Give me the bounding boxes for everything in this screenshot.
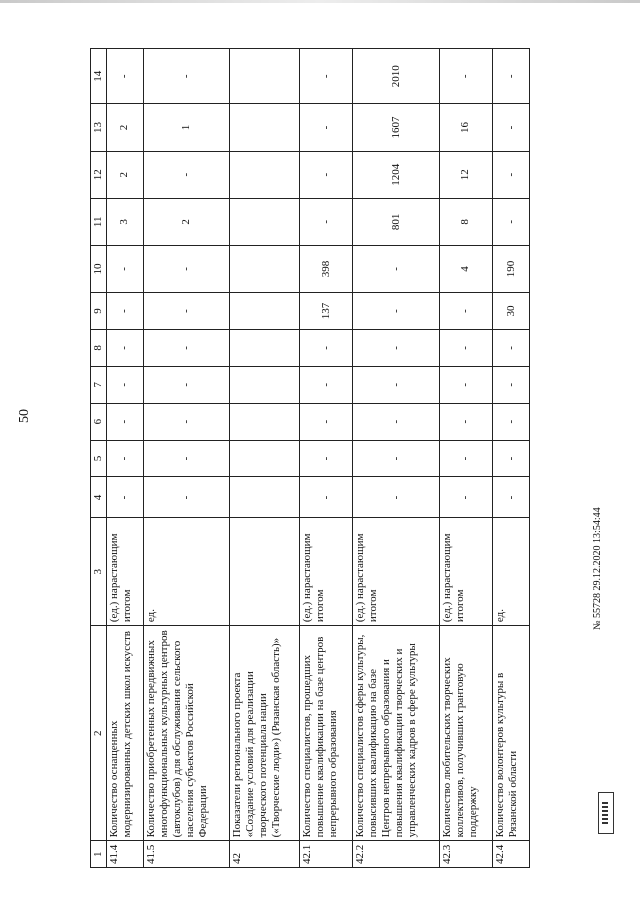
value-cell: - xyxy=(353,403,439,440)
value-cell: - xyxy=(353,477,439,518)
value-cell: - xyxy=(300,329,353,366)
value-cell: - xyxy=(107,49,144,104)
page-number: 50 xyxy=(17,409,32,423)
row-name: Количество волонтеров культуры в Рязанской области xyxy=(493,626,530,841)
value-cell: - xyxy=(439,293,492,330)
value-cell xyxy=(230,293,300,330)
row-name: Количество оснащенных модернизированных детских школ искусств xyxy=(107,626,144,841)
value-cell: - xyxy=(493,151,530,198)
header-cell: 11 xyxy=(91,198,107,245)
row-unit: (ед.) нарастающим итогом xyxy=(300,518,353,626)
value-cell: - xyxy=(439,329,492,366)
header-cell: 5 xyxy=(91,440,107,477)
table-row xyxy=(143,49,229,868)
value-cell: - xyxy=(493,403,530,440)
table-row xyxy=(493,49,530,868)
value-cell xyxy=(230,151,300,198)
barcode-icon xyxy=(602,800,608,824)
row-id: 41.4 xyxy=(107,841,144,868)
value-cell: 801 xyxy=(353,198,439,245)
value-cell: - xyxy=(353,293,439,330)
value-cell: - xyxy=(107,403,144,440)
value-cell: - xyxy=(143,477,229,518)
scan-edge xyxy=(0,0,640,3)
row-name: Показатели регионального проекта «Создание условий для реализации творческого потенциала нации («Творческие люди») (Рязанская область)» xyxy=(230,626,300,841)
value-cell: - xyxy=(493,477,530,518)
value-cell: - xyxy=(493,198,530,245)
header-cell: 9 xyxy=(91,293,107,330)
value-cell xyxy=(230,49,300,104)
header-cell: 4 xyxy=(91,477,107,518)
row-name: Количество специалистов, прошедших повышение квалификации на базе центров непрерывного образования xyxy=(300,626,353,841)
value-cell: 190 xyxy=(493,245,530,292)
value-cell: - xyxy=(300,198,353,245)
value-cell xyxy=(230,329,300,366)
value-cell: 1607 xyxy=(353,104,439,151)
value-cell: - xyxy=(439,366,492,403)
value-cell: - xyxy=(143,366,229,403)
value-cell: - xyxy=(439,49,492,104)
value-cell: - xyxy=(300,403,353,440)
value-cell xyxy=(230,403,300,440)
header-cell: 14 xyxy=(91,49,107,104)
value-cell xyxy=(230,104,300,151)
row-name: Количество специалистов сферы культуры, повысивших квалификацию на базе Центров непрерывного образования и повышения квалификации творческих и управленческих кадров в сфере культуры xyxy=(353,626,439,841)
value-cell: 2 xyxy=(107,104,144,151)
value-cell: 1 xyxy=(143,104,229,151)
value-cell: - xyxy=(300,366,353,403)
table-row xyxy=(300,49,353,868)
row-unit: (ед.) нарастающим итогом xyxy=(107,518,144,626)
table-row xyxy=(439,49,492,868)
value-cell: 3 xyxy=(107,198,144,245)
table-row xyxy=(107,49,144,868)
value-cell: - xyxy=(493,329,530,366)
header-cell: 2 xyxy=(91,626,107,841)
row-id: 42.3 xyxy=(439,841,492,868)
value-cell: - xyxy=(143,151,229,198)
value-cell: 2 xyxy=(107,151,144,198)
value-cell: - xyxy=(300,104,353,151)
value-cell: 398 xyxy=(300,245,353,292)
header-cell: 1 xyxy=(91,841,107,868)
value-cell xyxy=(230,245,300,292)
row-id: 41.5 xyxy=(143,841,229,868)
value-cell: - xyxy=(493,366,530,403)
value-cell: - xyxy=(143,293,229,330)
value-cell: - xyxy=(143,49,229,104)
value-cell xyxy=(230,366,300,403)
header-cell: 6 xyxy=(91,403,107,440)
value-cell: 1204 xyxy=(353,151,439,198)
footer-stamp-text: № 55728 29.12.2020 13:54:44 xyxy=(592,507,603,630)
value-cell: 2 xyxy=(143,198,229,245)
row-name: Количество любительских творческих коллективов, получивших грантовую поддержку xyxy=(439,626,492,841)
value-cell: - xyxy=(107,245,144,292)
value-cell: - xyxy=(300,440,353,477)
header-cell: 7 xyxy=(91,366,107,403)
value-cell: - xyxy=(493,440,530,477)
value-cell: - xyxy=(143,329,229,366)
header-row xyxy=(91,49,107,868)
value-cell: - xyxy=(353,245,439,292)
value-cell: - xyxy=(143,440,229,477)
value-cell: 16 xyxy=(439,104,492,151)
value-cell: - xyxy=(143,245,229,292)
value-cell: 30 xyxy=(493,293,530,330)
value-cell: - xyxy=(493,49,530,104)
value-cell xyxy=(230,440,300,477)
table-row xyxy=(353,49,439,868)
rotated-table-wrapper xyxy=(90,48,530,868)
value-cell: - xyxy=(107,440,144,477)
header-cell: 3 xyxy=(91,518,107,626)
value-cell: - xyxy=(300,151,353,198)
row-unit: ед. xyxy=(493,518,530,626)
header-cell: 12 xyxy=(91,151,107,198)
value-cell: - xyxy=(107,366,144,403)
value-cell: - xyxy=(353,329,439,366)
value-cell: 2010 xyxy=(353,49,439,104)
row-unit: ед. xyxy=(143,518,229,626)
row-name: Количество приобретенных передвижных многофункциональных культурных центров (автоклубов) для обслуживания сельского населения субъектов Российской Федерации xyxy=(143,626,229,841)
header-cell: 10 xyxy=(91,245,107,292)
row-unit: (ед.) нарастающим итогом xyxy=(439,518,492,626)
value-cell: - xyxy=(353,440,439,477)
value-cell: - xyxy=(107,477,144,518)
value-cell: - xyxy=(439,403,492,440)
row-unit: (ед.) нарастающим итогом xyxy=(353,518,439,626)
value-cell: 4 xyxy=(439,245,492,292)
value-cell xyxy=(230,477,300,518)
row-id: 42.2 xyxy=(353,841,439,868)
value-cell: 137 xyxy=(300,293,353,330)
value-cell: - xyxy=(107,293,144,330)
indicator-table xyxy=(90,48,530,868)
row-id: 42 xyxy=(230,841,300,868)
row-id: 42.4 xyxy=(493,841,530,868)
row-unit xyxy=(230,518,300,626)
value-cell: 12 xyxy=(439,151,492,198)
value-cell: - xyxy=(143,403,229,440)
value-cell: 8 xyxy=(439,198,492,245)
header-cell: 13 xyxy=(91,104,107,151)
value-cell: - xyxy=(353,366,439,403)
value-cell: - xyxy=(107,329,144,366)
value-cell: - xyxy=(300,49,353,104)
value-cell: - xyxy=(439,440,492,477)
value-cell xyxy=(230,198,300,245)
value-cell: - xyxy=(493,104,530,151)
value-cell: - xyxy=(439,477,492,518)
table-body xyxy=(107,49,530,868)
value-cell: - xyxy=(300,477,353,518)
table-row xyxy=(230,49,300,868)
row-id: 42.1 xyxy=(300,841,353,868)
header-cell: 8 xyxy=(91,329,107,366)
